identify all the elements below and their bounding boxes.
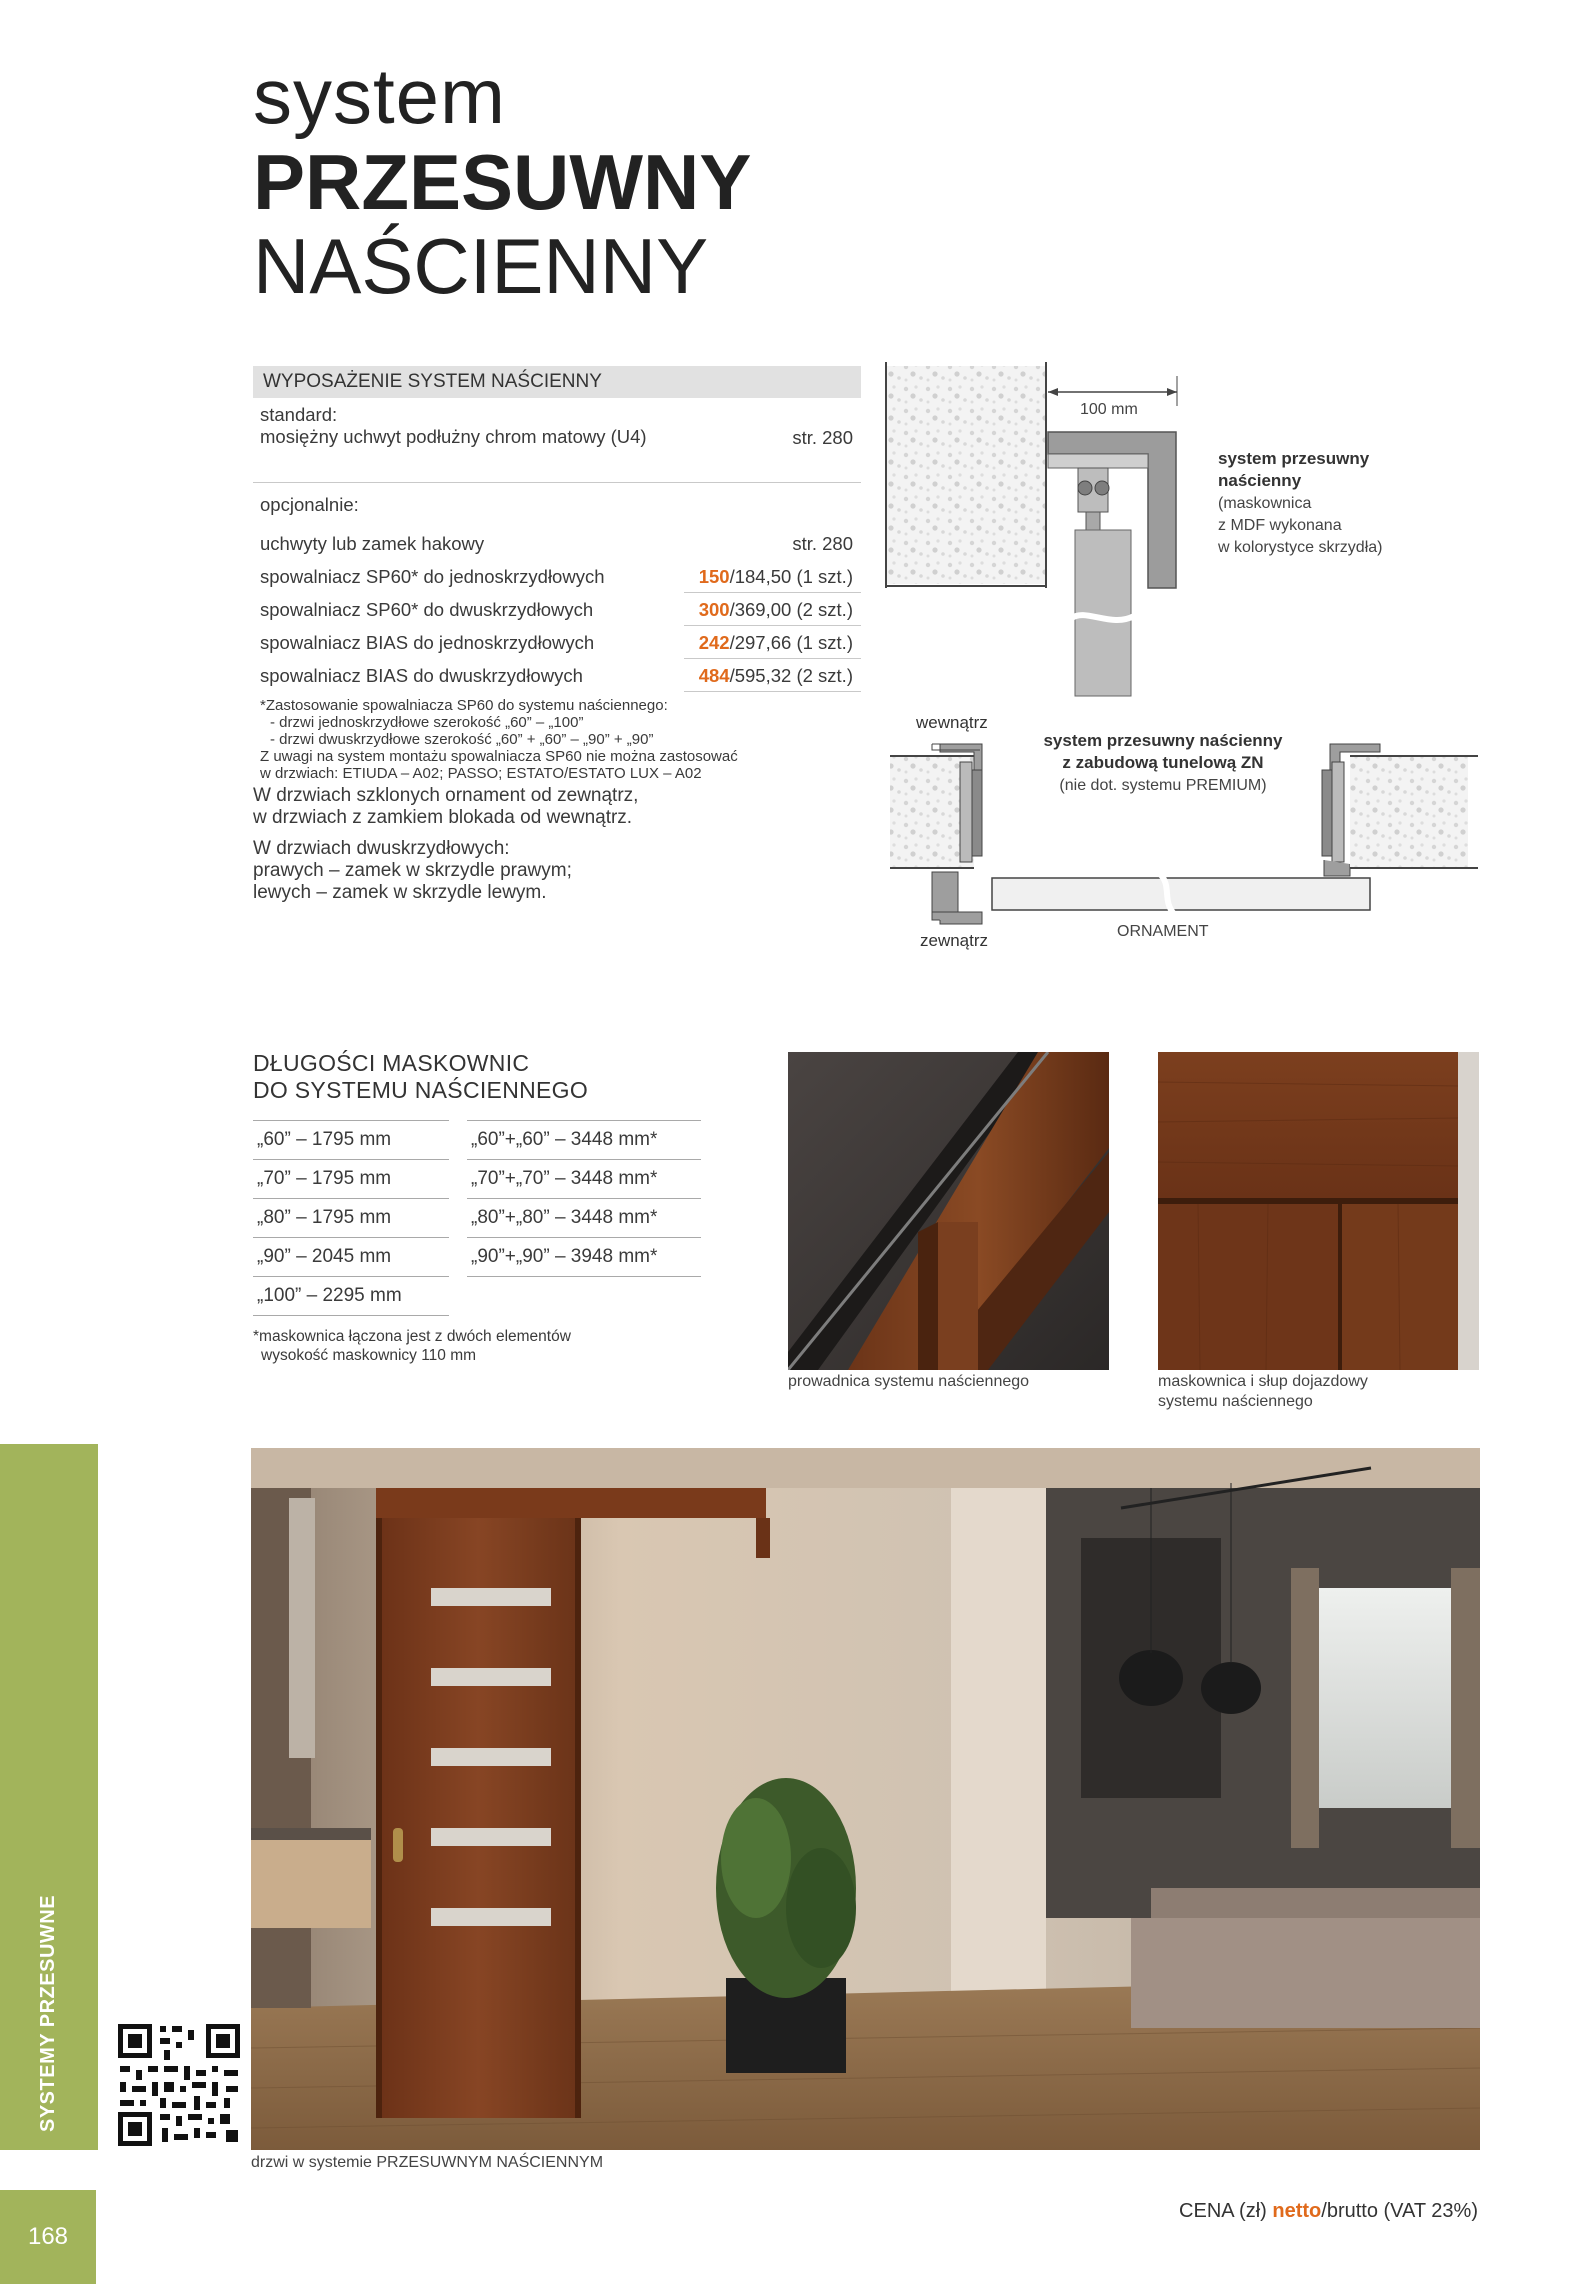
length-cell: „100” – 2295 mm — [253, 1277, 449, 1316]
photo-pelmet-caption — [1158, 1372, 1368, 1412]
note-glazed-doors — [253, 785, 638, 829]
footnote-line: - drzwi dwuskrzydłowe szerokość „60” + „60” – „90” + „90” — [270, 731, 654, 748]
note-line: W drzwiach dwuskrzydłowych: — [253, 838, 510, 859]
optional-list — [253, 527, 861, 692]
gross-price: /184,50 (1 szt.) — [729, 566, 853, 587]
page-ref: str. 280 — [792, 533, 853, 554]
qr-code-icon[interactable] — [118, 2024, 240, 2146]
optional-row-price — [684, 659, 861, 692]
length-cell: „90”+„90” – 3948 mm* — [467, 1238, 701, 1277]
optional-row-price — [684, 626, 861, 659]
footnote-line: w drzwiach: ETIUDA – A02; PASSO; ESTATO/ESTATO LUX – A02 — [260, 765, 702, 782]
price-legend — [1179, 2200, 1478, 2223]
standard-item: mosiężny uchwyt podłużny chrom matowy (U4) — [260, 426, 647, 447]
photo-pelmet-image — [1158, 1052, 1479, 1370]
price-legend-prefix: CENA (zł) — [1179, 2200, 1273, 2222]
lengths-title-line: DŁUGOŚCI MASKOWNIC — [253, 1050, 530, 1076]
equipment-footnote — [253, 697, 861, 782]
lengths-title — [253, 1050, 588, 1104]
note-line: w drzwiach z zamkiem blokada od wewnątrz. — [253, 807, 633, 828]
lengths-double-column — [467, 1120, 701, 1277]
length-cell: „70” – 1795 mm — [253, 1160, 449, 1199]
optional-row-price — [684, 593, 861, 626]
title-line-1: system — [253, 52, 507, 140]
optional-row-label: uchwyty lub zamek hakowy — [260, 533, 485, 554]
note-line: lewych – zamek w skrzydle lewym. — [253, 882, 547, 903]
gross-price: /297,66 (1 szt.) — [729, 632, 853, 653]
pelmet-label-bold-1: system przesuwny — [1218, 449, 1370, 468]
tunnel-label-bold-2: z zabudową tunelową ZN — [1062, 753, 1264, 772]
length-cell: „70”+„70” – 3448 mm* — [467, 1160, 701, 1199]
lengths-single-column — [253, 1120, 449, 1316]
pelmet-label-line: z MDF wykonana — [1218, 517, 1342, 534]
inside-label: wewnątrz — [916, 713, 988, 732]
optional-row-label: spowalniacz BIAS do jednoskrzydłowych — [260, 632, 595, 653]
tunnel-label-bold-1: system przesuwny naścienny — [1043, 731, 1283, 750]
plan-view-diagram — [880, 710, 1480, 960]
equipment-header: WYPOSAŻENIE SYSTEM NAŚCIENNY — [253, 366, 861, 398]
net-price: 242 — [698, 632, 730, 653]
lengths-note — [253, 1327, 571, 1365]
optional-row-label: spowalniacz SP60* do jednoskrzydłowych — [260, 566, 605, 587]
standard-label: standard: — [260, 404, 338, 425]
cross-section-diagram — [880, 362, 1390, 702]
net-price: 300 — [698, 599, 730, 620]
photo-pelmet — [1158, 1052, 1479, 1370]
net-price: 484 — [698, 665, 730, 686]
interior-photo-caption: drzwi w systemie PRZESUWNYM NAŚCIENNYM — [251, 2154, 604, 2171]
interior-photo-image — [251, 1448, 1480, 2150]
interior-photo — [251, 1448, 1480, 2150]
page-number: 168 — [0, 2190, 96, 2284]
optional-row — [253, 626, 861, 659]
length-cell: „60” – 1795 mm — [253, 1121, 449, 1160]
gross-price: /595,32 (2 szt.) — [729, 665, 853, 686]
net-price: 150 — [698, 566, 730, 587]
title-line-2: PRZESUWNY — [253, 138, 752, 226]
footnote-line: Z uwagi na system montażu spowalniacza SP60 nie można zastosować — [260, 748, 738, 765]
length-cell: „80” – 1795 mm — [253, 1199, 449, 1238]
length-cell: „80”+„80” – 3448 mm* — [467, 1199, 701, 1238]
price-legend-suffix: /brutto (VAT 23%) — [1321, 2200, 1478, 2222]
ornament-label: ORNAMENT — [1117, 923, 1209, 940]
photo-guide-rail — [788, 1052, 1109, 1370]
standard-row — [253, 398, 861, 483]
tunnel-label-note: (nie dot. systemu PREMIUM) — [1059, 777, 1267, 794]
optional-label: opcjonalnie: — [260, 494, 359, 515]
standard-page-ref: str. 280 — [792, 427, 853, 448]
note-line: prawych – zamek w skrzydle prawym; — [253, 860, 572, 881]
footnote-line: - drzwi jednoskrzydłowe szerokość „60” – „100” — [270, 714, 584, 731]
lengths-note-line: *maskownica łączona jest z dwóch elementów — [253, 1328, 571, 1345]
photo-guide-rail-caption: prowadnica systemu naściennego — [788, 1373, 1030, 1390]
caption-line: maskownica i słup dojazdowy — [1158, 1373, 1368, 1390]
optional-row — [253, 659, 861, 692]
optional-row-price — [684, 560, 861, 593]
lengths-title-line: DO SYSTEMU NAŚCIENNEGO — [253, 1077, 589, 1103]
optional-row — [253, 560, 861, 593]
length-cell: „90” – 2045 mm — [253, 1238, 449, 1277]
optional-row — [253, 527, 861, 560]
optional-row — [253, 593, 861, 626]
price-legend-net: netto — [1272, 2200, 1322, 2222]
pelmet-label-line: w kolorystyce skrzydła) — [1218, 539, 1383, 556]
optional-row-label: spowalniacz BIAS do dwuskrzydłowych — [260, 665, 583, 686]
photo-guide-rail-image — [788, 1052, 1109, 1370]
length-cell: „60”+„60” – 3448 mm* — [467, 1121, 701, 1160]
pelmet-label-bold-2: naścienny — [1218, 471, 1302, 490]
note-line: W drzwiach szklonych ornament od zewnątrz, — [253, 785, 639, 806]
note-double-doors — [253, 838, 572, 904]
optional-row-label: spowalniacz SP60* do dwuskrzydłowych — [260, 599, 594, 620]
dimension-label: 100 mm — [1080, 401, 1138, 418]
caption-line: systemu naściennego — [1158, 1393, 1313, 1410]
optional-row-price — [792, 527, 853, 560]
side-tab-label: SYSTEMY PRZESUWNE — [37, 1894, 59, 2132]
outside-label: zewnątrz — [920, 931, 989, 950]
footnote-line: *Zastosowanie spowalniacza SP60 do systemu naściennego: — [260, 697, 668, 714]
gross-price: /369,00 (2 szt.) — [729, 599, 853, 620]
equipment-table — [253, 366, 861, 782]
title-line-3: NAŚCIENNY — [253, 222, 709, 310]
lengths-note-line: wysokość maskownicy 110 mm — [261, 1347, 477, 1364]
pelmet-label-line: (maskownica — [1218, 495, 1312, 512]
